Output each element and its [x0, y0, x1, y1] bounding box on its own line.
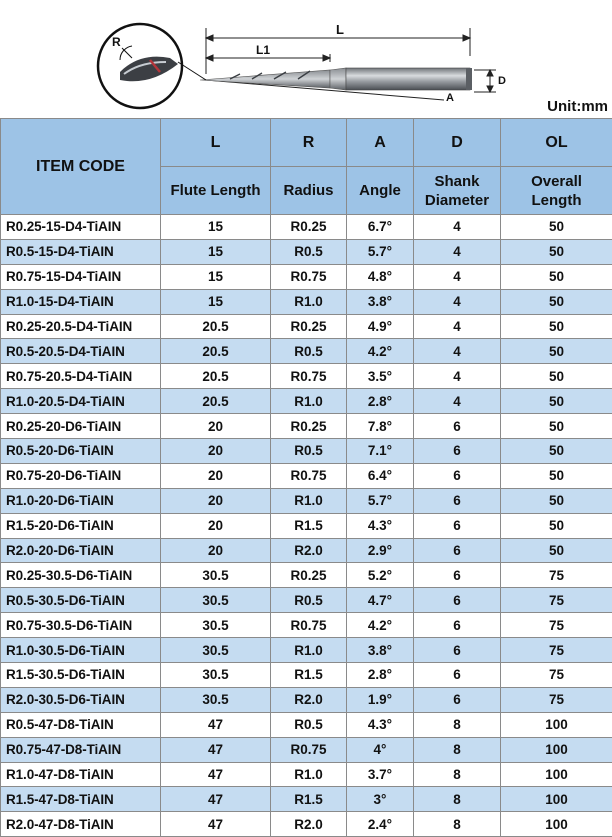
- shank-diameter-cell: 6: [414, 588, 501, 613]
- overall-length-cell: 75: [501, 613, 612, 638]
- flute-length-cell: 47: [161, 762, 271, 787]
- angle-cell: 4°: [347, 737, 414, 762]
- angle-cell: 4.8°: [347, 264, 414, 289]
- radius-cell: R0.5: [271, 239, 347, 264]
- table-row: [1, 264, 612, 289]
- radius-cell: R2.0: [271, 538, 347, 563]
- overall-length-cell: 50: [501, 538, 612, 563]
- flute-length-cell: 47: [161, 812, 271, 837]
- header-overall-line1: Overall: [531, 172, 582, 190]
- flute-length-cell: 30.5: [161, 588, 271, 613]
- radius-cell: R0.75: [271, 264, 347, 289]
- header-a: A: [347, 119, 414, 167]
- radius-cell: R0.75: [271, 364, 347, 389]
- radius-cell: R1.0: [271, 762, 347, 787]
- table-row: [1, 439, 612, 464]
- overall-length-cell: 50: [501, 314, 612, 339]
- radius-label: R: [112, 35, 121, 49]
- item-code-cell: R0.5-47-D8-TiAIN: [1, 712, 161, 737]
- item-code-cell: R1.5-30.5-D6-TiAIN: [1, 663, 161, 688]
- flute-length-cell: 30.5: [161, 638, 271, 663]
- item-code-cell: R0.75-20.5-D4-TiAIN: [1, 364, 161, 389]
- shank-diameter-cell: 4: [414, 339, 501, 364]
- angle-cell: 2.8°: [347, 663, 414, 688]
- item-code-cell: R2.0-47-D8-TiAIN: [1, 812, 161, 837]
- overall-length-cell: 50: [501, 239, 612, 264]
- flute-length-cell: 20: [161, 488, 271, 513]
- angle-cell: 3°: [347, 787, 414, 812]
- shank-diameter-cell: 4: [414, 364, 501, 389]
- radius-cell: R2.0: [271, 687, 347, 712]
- radius-cell: R0.5: [271, 439, 347, 464]
- flute-length-cell: 20: [161, 439, 271, 464]
- table-row: [1, 787, 612, 812]
- header-item-code: ITEM CODE: [1, 119, 161, 215]
- tool-body: [200, 68, 472, 90]
- overall-length-cell: 50: [501, 414, 612, 439]
- overall-length-cell: 75: [501, 588, 612, 613]
- angle-cell: 6.7°: [347, 215, 414, 240]
- flute-length-cell: 15: [161, 215, 271, 240]
- item-code-cell: R0.75-47-D8-TiAIN: [1, 737, 161, 762]
- shank-diameter-cell: 8: [414, 787, 501, 812]
- shank-diameter-cell: 6: [414, 563, 501, 588]
- table-row: [1, 463, 612, 488]
- angle-cell: 7.1°: [347, 439, 414, 464]
- header-shank-line2: Diameter: [424, 191, 490, 209]
- table-row: [1, 314, 612, 339]
- shank-diameter-cell: 6: [414, 613, 501, 638]
- flute-length-cell: 30.5: [161, 687, 271, 712]
- header-shank-line1: Shank: [434, 172, 480, 190]
- overall-length-cell: 100: [501, 762, 612, 787]
- overall-length-cell: 75: [501, 663, 612, 688]
- overall-length-cell: 50: [501, 463, 612, 488]
- angle-cell: 4.2°: [347, 613, 414, 638]
- flute-length-cell: 20: [161, 538, 271, 563]
- overall-length-cell: 100: [501, 787, 612, 812]
- radius-cell: R2.0: [271, 812, 347, 837]
- table-row: [1, 737, 612, 762]
- table-row: [1, 538, 612, 563]
- shank-diameter-cell: 6: [414, 414, 501, 439]
- header-shank-diameter: [414, 167, 501, 215]
- overall-length-cell: 50: [501, 264, 612, 289]
- table-row: [1, 712, 612, 737]
- angle-cell: 3.8°: [347, 289, 414, 314]
- radius-cell: R1.5: [271, 663, 347, 688]
- shank-diameter-cell: 6: [414, 439, 501, 464]
- header-r: R: [271, 119, 347, 167]
- header-d: D: [414, 119, 501, 167]
- item-code-cell: R1.0-20.5-D4-TiAIN: [1, 389, 161, 414]
- table-row: [1, 613, 612, 638]
- shank-diameter-cell: 4: [414, 289, 501, 314]
- angle-cell: 4.9°: [347, 314, 414, 339]
- shank-diameter-cell: 8: [414, 737, 501, 762]
- shank-diameter-cell: 6: [414, 488, 501, 513]
- table-row: [1, 588, 612, 613]
- shank-diameter-cell: 6: [414, 513, 501, 538]
- item-code-cell: R0.75-30.5-D6-TiAIN: [1, 613, 161, 638]
- table-row: [1, 687, 612, 712]
- item-code-cell: R0.5-15-D4-TiAIN: [1, 239, 161, 264]
- item-code-cell: R0.25-20.5-D4-TiAIN: [1, 314, 161, 339]
- item-code-cell: R0.5-30.5-D6-TiAIN: [1, 588, 161, 613]
- angle-cell: 5.2°: [347, 563, 414, 588]
- overall-length-cell: 50: [501, 339, 612, 364]
- table-row: [1, 339, 612, 364]
- item-code-cell: R0.25-15-D4-TiAIN: [1, 215, 161, 240]
- header-l: L: [161, 119, 271, 167]
- table-row: [1, 663, 612, 688]
- table-row: [1, 563, 612, 588]
- flute-length-cell: 20.5: [161, 364, 271, 389]
- shank-diameter-cell: 8: [414, 762, 501, 787]
- header-angle: Angle: [347, 167, 414, 215]
- angle-cell: 4.7°: [347, 588, 414, 613]
- angle-label: A: [446, 92, 454, 104]
- table-row: [1, 513, 612, 538]
- ball-end-mill-diagram: [0, 0, 612, 118]
- header-overall-length: [501, 167, 612, 215]
- flute-length-cell: 20: [161, 414, 271, 439]
- table-row: [1, 488, 612, 513]
- item-code-cell: R2.0-20-D6-TiAIN: [1, 538, 161, 563]
- diameter-label: D: [498, 75, 506, 87]
- overall-length-cell: 50: [501, 215, 612, 240]
- flute-length-cell: 30.5: [161, 563, 271, 588]
- table-row: [1, 812, 612, 837]
- item-code-cell: R0.5-20-D6-TiAIN: [1, 439, 161, 464]
- radius-cell: R0.5: [271, 588, 347, 613]
- flute-length-cell: 20.5: [161, 339, 271, 364]
- shank-diameter-cell: 4: [414, 389, 501, 414]
- flute-length-cell: 20.5: [161, 389, 271, 414]
- radius-cell: R1.5: [271, 513, 347, 538]
- detail-circle: [98, 24, 182, 108]
- radius-cell: R0.25: [271, 215, 347, 240]
- angle-cell: 3.5°: [347, 364, 414, 389]
- table-row: [1, 289, 612, 314]
- shank-diameter-cell: 6: [414, 463, 501, 488]
- radius-cell: R0.5: [271, 339, 347, 364]
- table-row: [1, 638, 612, 663]
- shank-diameter-cell: 4: [414, 264, 501, 289]
- item-code-cell: R0.5-20.5-D4-TiAIN: [1, 339, 161, 364]
- shank-diameter-cell: 8: [414, 712, 501, 737]
- table-row: [1, 414, 612, 439]
- radius-cell: R0.25: [271, 563, 347, 588]
- shank-diameter-cell: 4: [414, 314, 501, 339]
- table-row: [1, 215, 612, 240]
- angle-cell: 1.9°: [347, 687, 414, 712]
- angle-cell: 6.4°: [347, 463, 414, 488]
- flute-length-cell: 30.5: [161, 613, 271, 638]
- overall-length-cell: 100: [501, 737, 612, 762]
- angle-cell: 3.8°: [347, 638, 414, 663]
- overall-length-cell: 75: [501, 638, 612, 663]
- radius-cell: R1.0: [271, 638, 347, 663]
- overall-length-cell: 50: [501, 364, 612, 389]
- radius-cell: R0.75: [271, 463, 347, 488]
- shank-diameter-cell: 8: [414, 812, 501, 837]
- header-radius: Radius: [271, 167, 347, 215]
- flute-length-cell: 47: [161, 787, 271, 812]
- item-code-cell: R0.75-15-D4-TiAIN: [1, 264, 161, 289]
- shank-diameter-cell: 6: [414, 687, 501, 712]
- header-overall-line2: Length: [531, 191, 582, 209]
- flute-length-cell: 20.5: [161, 314, 271, 339]
- radius-cell: R1.0: [271, 389, 347, 414]
- table-row: [1, 239, 612, 264]
- angle-cell: 3.7°: [347, 762, 414, 787]
- angle-cell: 2.4°: [347, 812, 414, 837]
- item-code-cell: R1.0-20-D6-TiAIN: [1, 488, 161, 513]
- flute-length-cell: 20: [161, 463, 271, 488]
- angle-cell: 5.7°: [347, 488, 414, 513]
- radius-cell: R0.25: [271, 414, 347, 439]
- shank-diameter-cell: 4: [414, 239, 501, 264]
- item-code-cell: R0.25-30.5-D6-TiAIN: [1, 563, 161, 588]
- flute-length-cell: 15: [161, 239, 271, 264]
- table-row: [1, 389, 612, 414]
- flute-length-cell: 15: [161, 264, 271, 289]
- header-ol: OL: [501, 119, 612, 167]
- spec-table: [0, 118, 612, 837]
- flute-length-cell: 20: [161, 513, 271, 538]
- angle-cell: 2.8°: [347, 389, 414, 414]
- header-flute-length: Flute Length: [161, 167, 271, 215]
- angle-cell: 2.9°: [347, 538, 414, 563]
- header-row-symbols: [1, 119, 612, 167]
- overall-length-cell: 50: [501, 439, 612, 464]
- radius-cell: R1.0: [271, 488, 347, 513]
- angle-cell: 5.7°: [347, 239, 414, 264]
- angle-cell: 4.3°: [347, 712, 414, 737]
- overall-length-cell: 75: [501, 687, 612, 712]
- flute-length-label: L1: [256, 43, 271, 57]
- radius-cell: R0.75: [271, 737, 347, 762]
- shank-diameter-cell: 6: [414, 663, 501, 688]
- table-row: [1, 762, 612, 787]
- item-code-cell: R2.0-30.5-D6-TiAIN: [1, 687, 161, 712]
- overall-length-cell: 75: [501, 563, 612, 588]
- item-code-cell: R1.0-15-D4-TiAIN: [1, 289, 161, 314]
- overall-length-cell: 50: [501, 289, 612, 314]
- angle-cell: 4.3°: [347, 513, 414, 538]
- overall-length-cell: 50: [501, 488, 612, 513]
- angle-cell: 4.2°: [347, 339, 414, 364]
- flute-length-cell: 47: [161, 712, 271, 737]
- overall-length-cell: 100: [501, 812, 612, 837]
- radius-cell: R1.5: [271, 787, 347, 812]
- radius-cell: R0.25: [271, 314, 347, 339]
- overall-length-cell: 50: [501, 389, 612, 414]
- overall-length-cell: 100: [501, 712, 612, 737]
- radius-cell: R0.75: [271, 613, 347, 638]
- length-label: L: [336, 22, 344, 37]
- item-code-cell: R1.0-47-D8-TiAIN: [1, 762, 161, 787]
- angle-cell: 7.8°: [347, 414, 414, 439]
- shank-diameter-cell: 6: [414, 638, 501, 663]
- flute-length-cell: 47: [161, 737, 271, 762]
- unit-label: Unit:mm: [547, 98, 608, 115]
- shank-diameter-cell: 6: [414, 538, 501, 563]
- radius-cell: R0.5: [271, 712, 347, 737]
- item-code-cell: R0.25-20-D6-TiAIN: [1, 414, 161, 439]
- overall-length-cell: 50: [501, 513, 612, 538]
- tool-drawing: [0, 0, 612, 118]
- item-code-cell: R1.5-47-D8-TiAIN: [1, 787, 161, 812]
- radius-cell: R1.0: [271, 289, 347, 314]
- item-code-cell: R0.75-20-D6-TiAIN: [1, 463, 161, 488]
- item-code-cell: R1.5-20-D6-TiAIN: [1, 513, 161, 538]
- spec-table-body: [1, 215, 612, 837]
- flute-length-cell: 30.5: [161, 663, 271, 688]
- flute-length-cell: 15: [161, 289, 271, 314]
- shank-diameter-cell: 4: [414, 215, 501, 240]
- item-code-cell: R1.0-30.5-D6-TiAIN: [1, 638, 161, 663]
- table-row: [1, 364, 612, 389]
